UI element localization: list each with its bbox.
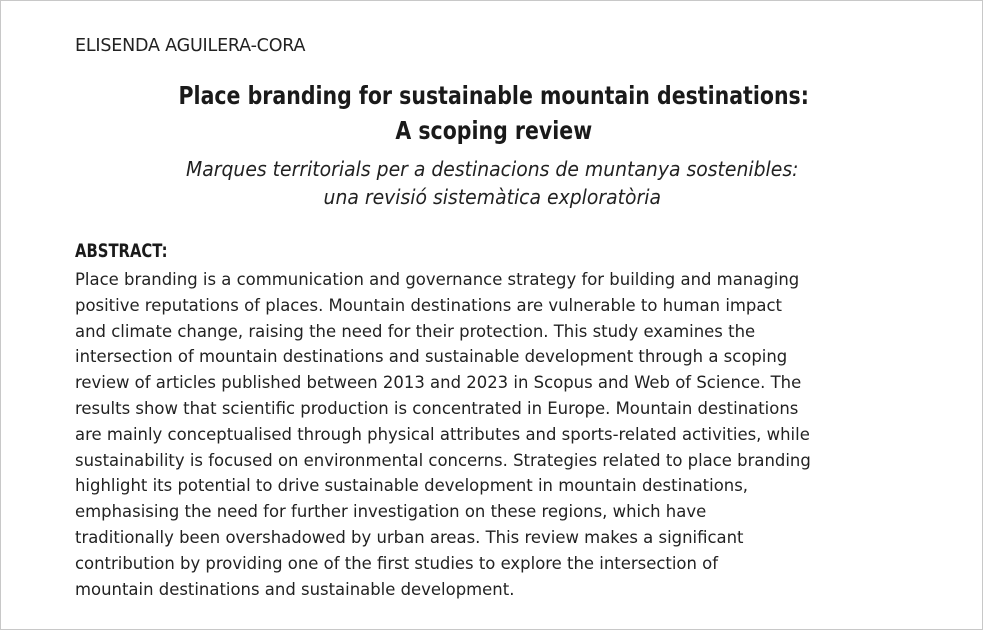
abstract-line: and climate change, raising the need for their protection. This study examines the <box>75 321 756 341</box>
abstract-line: Place branding is a communication and governance strategy for building and managing <box>75 270 800 289</box>
paper-subtitle-line-1: Marques territorials per a destinacions de muntanya sostenibles: <box>186 157 799 181</box>
abstract-line: intersection of mountain destinations and sustainable development through a scoping <box>75 347 788 367</box>
paper-subtitle <box>30 155 954 211</box>
abstract-body <box>75 267 935 602</box>
abstract-line: sustainability is focused on environmental concerns. Strategies related to place branding <box>75 450 811 470</box>
abstract-line: are mainly conceptualised through physical attributes and sports-related activities, while <box>75 424 810 444</box>
abstract-line: emphasising the need for further investigation on these regions, which have <box>75 502 707 522</box>
abstract-line: contribution by providing one of the first studies to explore the intersection of <box>75 553 719 573</box>
paper-title-line-2: A scoping review <box>395 116 593 145</box>
paper-title-line-1: Place branding for sustainable mountain destinations: <box>178 81 809 110</box>
paper-subtitle-line-2: una revisió sistemàtica exploratòria <box>323 185 661 209</box>
abstract-line: review of articles published between 2013 and 2023 in Scopus and Web of Science. The <box>75 373 802 393</box>
paper-title <box>91 78 897 148</box>
abstract-line: highlight its potential to drive sustainable development in mountain destinations, <box>75 476 749 496</box>
abstract-line: positive reputations of places. Mountain destinations are vulnerable to human impact <box>75 295 782 315</box>
abstract-heading: ABSTRACT: <box>75 240 168 262</box>
abstract-line: results show that scientific production is concentrated in Europe. Mountain destinations <box>75 398 799 418</box>
abstract-line: mountain destinations and sustainable development. <box>75 579 515 599</box>
author-name: ELISENDA AGUILERA-CORA <box>75 36 306 56</box>
abstract-line: traditionally been overshadowed by urban areas. This review makes a significant <box>75 527 744 547</box>
